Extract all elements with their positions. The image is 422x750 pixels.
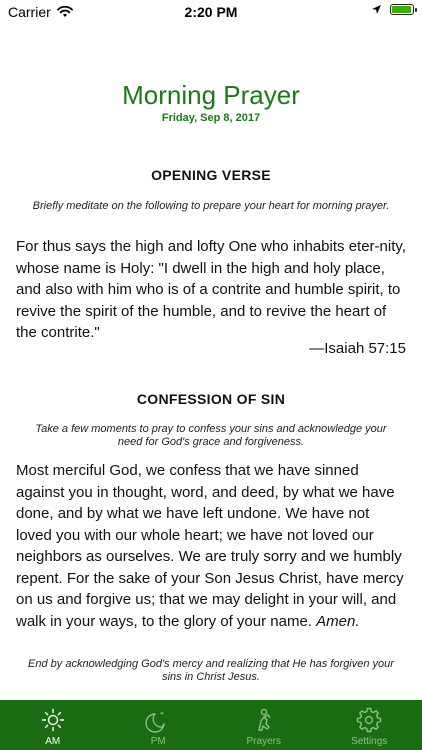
section-heading-opening-verse: OPENING VERSE (151, 167, 271, 183)
status-time: 2:20 PM (184, 4, 238, 20)
tab-bar (0, 700, 422, 750)
status-right (371, 4, 414, 15)
tab-am-label: AM (45, 736, 61, 747)
tab-pm-label: PM (150, 736, 166, 747)
tab-prayers[interactable] (211, 700, 317, 750)
tab-am[interactable] (0, 700, 106, 750)
tab-prayers-label: Prayers (246, 736, 281, 747)
page-title: Morning Prayer (122, 80, 300, 110)
sun-icon (40, 707, 66, 733)
status-bar (0, 0, 422, 24)
tab-settings[interactable] (317, 700, 422, 750)
section-closing-instruction: End by acknowledging God's mercy and realizing that He has forgiven your sins in Christ Jesus. (28, 658, 394, 683)
location-arrow-icon (371, 4, 382, 15)
carrier-label: Carrier (8, 4, 51, 20)
tab-settings-label: Settings (351, 736, 388, 747)
verse-attribution: —Isaiah 57:15 (309, 340, 406, 357)
confession-body: Most merciful God, we confess that we have sinned against you in thought, word, and deed, by what we have done, and by what we have left undone. We have not loved you with our whole heart; we have not loved our neighbors as ourselves. We are truly sorry and we humbly repent. For the sake of your Son Jesus Christ, have mercy on us and forgive us; that we may delight in your will, and walk in your ways, to the glory of your name. (16, 462, 404, 630)
tab-pm[interactable] (106, 700, 212, 750)
section-instruction-opening-verse: Briefly meditate on the following to prepare your heart for morning prayer. (32, 200, 390, 212)
moon-icon (145, 707, 171, 733)
battery-icon (390, 4, 414, 15)
battery-level (392, 6, 411, 13)
prayer-content[interactable] (0, 24, 422, 700)
gear-icon (356, 707, 382, 733)
opening-verse-text: For thus says the high and lofty One who inhabits eter-nity, whose name is Holy: "I dwell in the high and holy place, and also with him who is of a contrite and humble spirit, to revive the spirit of the humble, and to revive the heart of the contrite." (16, 238, 406, 341)
page-date: Friday, Sep 8, 2017 (161, 112, 261, 124)
confession-text (16, 460, 408, 632)
section-heading-confession: CONFESSION OF SIN (136, 391, 286, 407)
section-instruction-confession: Take a few moments to pray to confess your sins and acknowledge your need for God's grace and forgiveness. (35, 423, 387, 448)
praying-hands-icon (251, 707, 277, 733)
confession-amen: Amen. (316, 612, 360, 630)
